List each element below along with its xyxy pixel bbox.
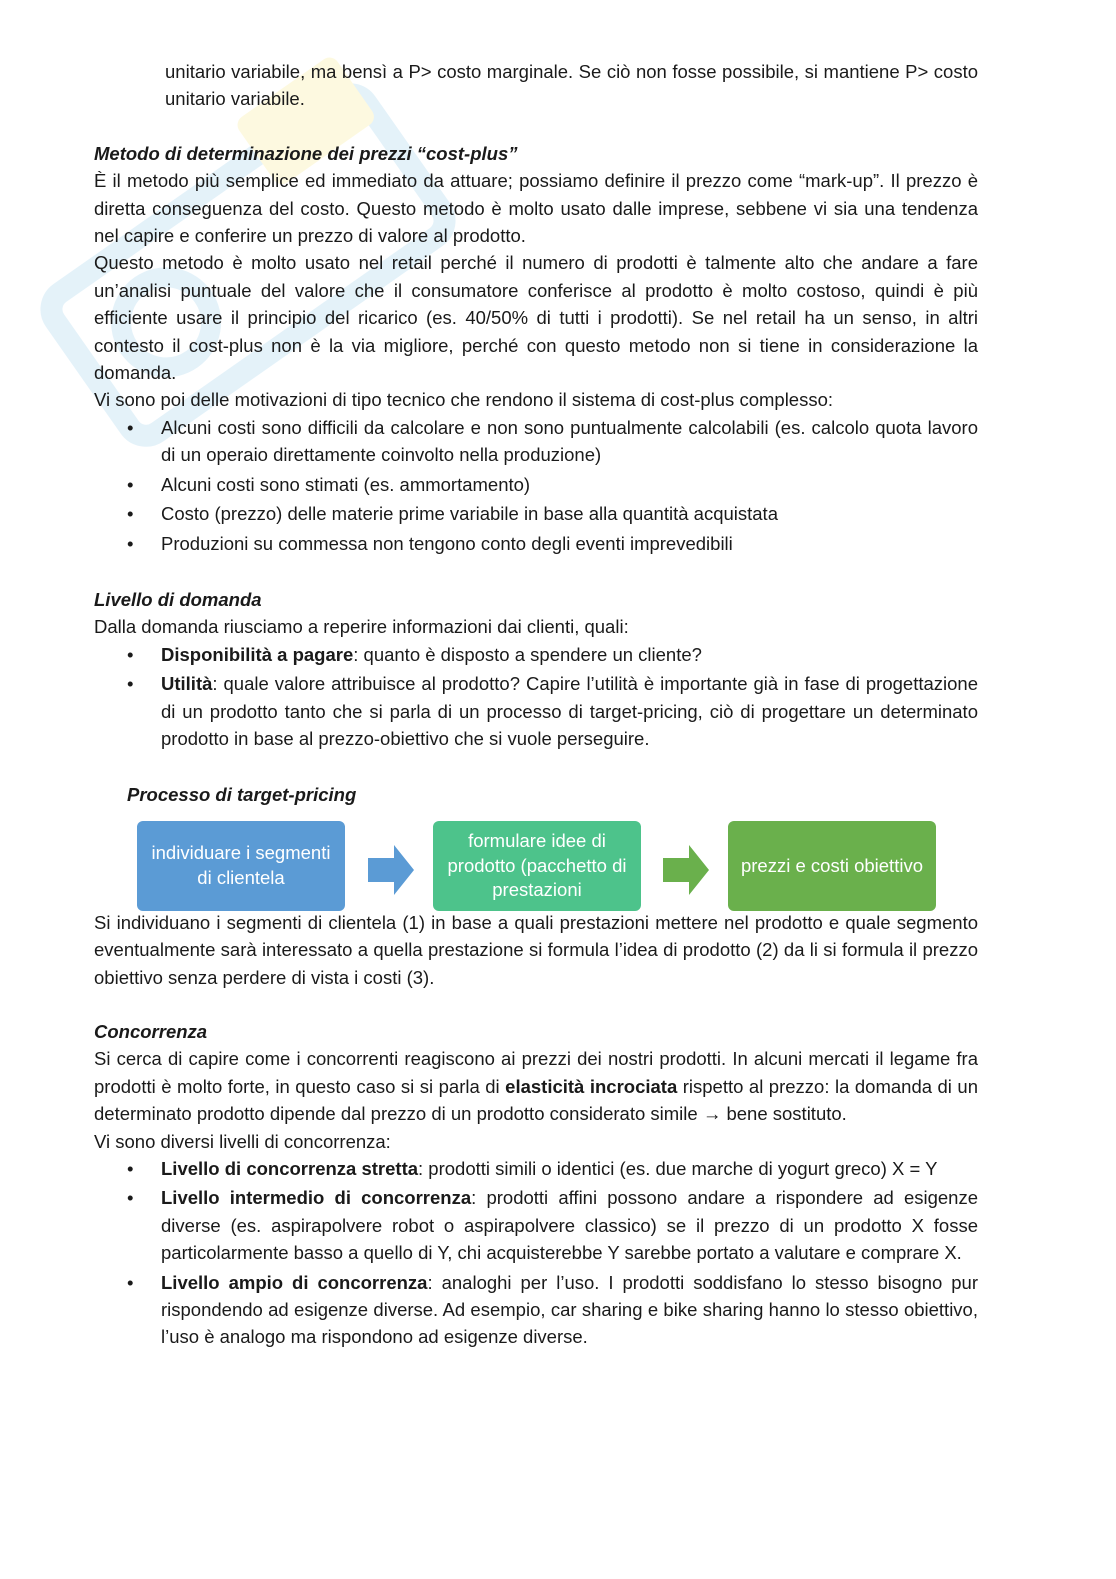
section-title-domanda: Livello di domanda xyxy=(94,588,262,610)
list-item: • Alcuni costi sono difficili da calcolare e non sono puntualmente calcolabili (es. calcolo quota lavoro di un operaio direttamente coinvolto nella produzione) xyxy=(94,414,978,469)
document-page xyxy=(94,58,978,1353)
target-pricing-paragraph: Si individuano i segmenti di clientela (1) in base a quali prestazioni mettere nel prodotto e quale segmento eventualmente sarà interessato a quella prestazione si formula l’idea di prodotto (2) da li si formula il prezzo obiettivo senza perdere di vista i costi (3). xyxy=(94,911,978,988)
step-box-prezzi-costi: prezzi e costi obiettivo xyxy=(728,821,936,911)
bullet-icon: • xyxy=(127,673,134,695)
list-item: • Livello intermedio di concorrenza: prodotti affini possono andare a rispondere ad esigenze diverse (es. aspirapolvere robot o aspirapolvere classico) se il prezzo di un prodotto X fosse particolarmente basso a quello di Y, chi acquisterebbe Y sarebbe portato a valutare e comprare X. xyxy=(94,1184,978,1266)
arrow-right-icon xyxy=(368,845,414,895)
list-item: • Livello ampio di concorrenza: analoghi per l’uso. I prodotti soddisfano lo stesso bisogno pur rispondendo ad esigenze diverse. Ad esempio, car sharing e bike sharing hanno lo stesso obiettivo, l’uso è analogo ma rispondono ad esigenze diverse. xyxy=(94,1269,978,1351)
intro-paragraph: unitario variabile, ma bensì a P> costo marginale. Se ciò non fosse possibile, si mantiene P> costo unitario variabile. xyxy=(165,61,978,110)
bullet-icon: • xyxy=(127,1271,134,1293)
concorrenza-bullet-list xyxy=(94,1155,978,1351)
section-title-concorrenza: Concorrenza xyxy=(94,1020,208,1042)
list-item: • Costo (prezzo) delle materie prime variabile in base alla quantità acquistata xyxy=(94,500,978,527)
concorrenza-paragraph-1: Si cerca di capire come i concorrenti reagiscono ai prezzi dei nostri prodotti. In alcuni mercati il legame fra prodotti è molto forte, in questo caso si si parla di elasticità incrociata rispetto al prezzo: la domanda di un determinato prodotto dipende dal prezzo di un prodotto considerato simile → bene sostituto. xyxy=(94,1048,978,1125)
step-box-idee-prodotto: formulare idee di prodotto (pacchetto di prestazioni xyxy=(433,821,641,911)
step-box-segmenti: individuare i segmenti di clientela xyxy=(137,821,345,911)
list-item: • Livello di concorrenza stretta: prodotti simili o identici (es. due marche di yogurt greco) X = Y xyxy=(94,1155,978,1182)
cost-plus-paragraph-3: Vi sono poi delle motivazioni di tipo tecnico che rendono il sistema di cost-plus complesso: xyxy=(94,389,834,411)
concorrenza-paragraph-2: Vi sono diversi livelli di concorrenza: xyxy=(94,1130,391,1152)
cost-plus-paragraph-2: Questo metodo è molto usato nel retail perché il numero di prodotti è talmente alto che andare a fare un’analisi puntuale del valore che il consumatore conferisce al prodotto è molto costoso, quindi è più efficiente usare il principio del ricarico (es. 40/50% di tutti i prodotti). Se nel retail ha un senso, in altri contesto il cost-plus non è la via migliore, perché con questo metodo non si tiene in considerazione la domanda. xyxy=(94,252,978,384)
list-item: • Produzioni su commessa non tengono conto degli eventi imprevedibili xyxy=(94,530,978,557)
arrow-right-icon xyxy=(663,845,709,895)
bullet-icon: • xyxy=(127,416,134,438)
list-item: • Disponibilità a pagare: quanto è disposto a spendere un cliente? xyxy=(94,641,978,668)
bullet-icon: • xyxy=(127,643,134,665)
domanda-paragraph: Dalla domanda riusciamo a reperire informazioni dai clienti, quali: xyxy=(94,616,629,638)
bullet-icon: • xyxy=(127,1187,134,1209)
domanda-bullet-list xyxy=(94,641,978,753)
section-title-cost-plus: Metodo di determinazione dei prezzi “cost-plus” xyxy=(94,142,518,164)
arrow-right-icon: → xyxy=(702,1103,722,1125)
bullet-icon: • xyxy=(127,503,134,525)
bullet-icon: • xyxy=(127,532,134,554)
bullet-icon: • xyxy=(127,473,134,495)
list-item: • Alcuni costi sono stimati (es. ammortamento) xyxy=(94,471,978,498)
section-title-target-pricing: Processo di target-pricing xyxy=(127,784,357,806)
list-item: • Utilità: quale valore attribuisce al prodotto? Capire l’utilità è importante già in fase di progettazione di un prodotto tanto che si parla di un processo di target-pricing, ciò di progettare un determinato prodotto in base al prezzo-obiettivo che si vuole perseguire. xyxy=(94,670,978,752)
cost-plus-paragraph-1: È il metodo più semplice ed immediato da attuare; possiamo definire il prezzo come “mark-up”. Il prezzo è diretta conseguenza del costo. Questo metodo è molto usato dalle imprese, sebbene vi sia una tendenza nel capire e conferire un prezzo di valore al prodotto. xyxy=(94,170,978,247)
bullet-icon: • xyxy=(127,1158,134,1179)
cost-plus-bullet-list xyxy=(94,414,978,557)
target-pricing-diagram xyxy=(127,813,978,929)
